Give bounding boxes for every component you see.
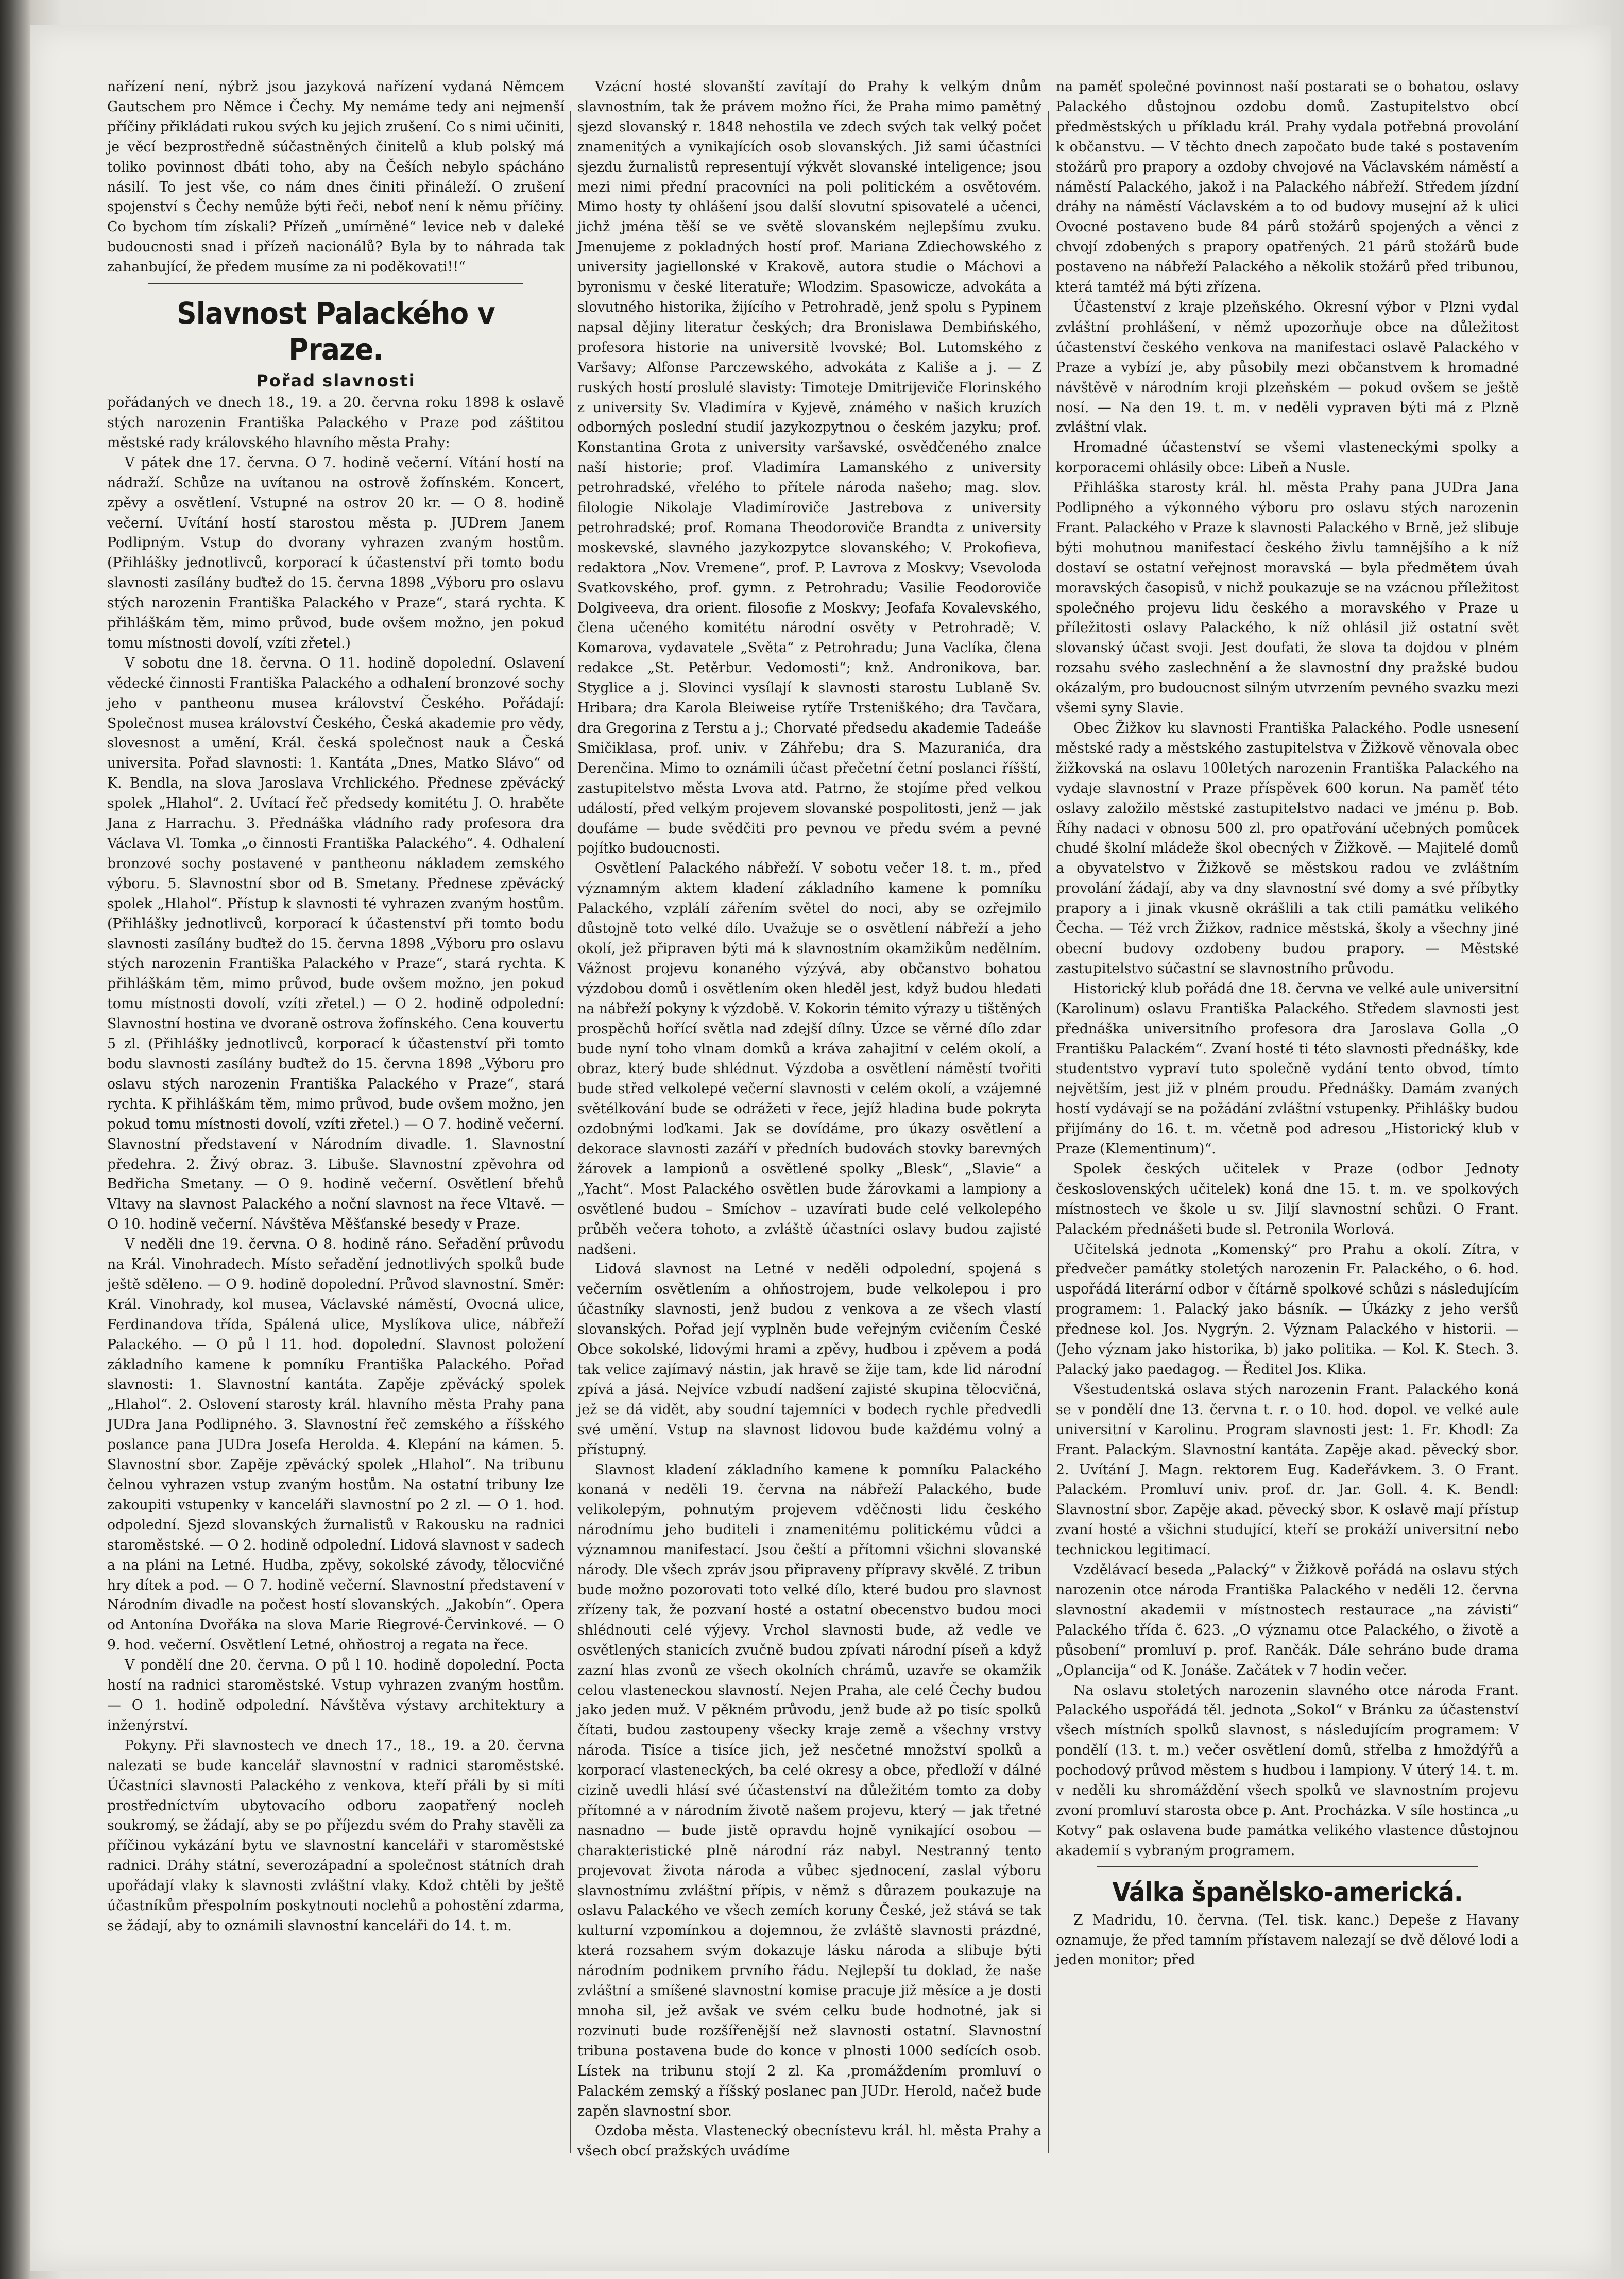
article-decoration-cont: na paměť společné povinnost naší postarati se o bohatou, oslavy Palackého důstojnou ozdobu domů. Zastupitelstvo obcí předměstských u příkladu král. Prahy vydala potřebná provolání k občanstvu. — V těchto dnech započato bude také s postavením stožárů pro prapory a ozdoby chvojové na Václavském náměstí a náměstí Palackého, jakož i na Palackého nábřeží. Středem jízdní dráhy na náměstí Václavském a to od budovy musejní až k ulici Ovocné postaveno bude 84 párů stožárů spojených a věnci z chvojí zdobených s prapory opatřených. 21 párů stožárů bude postaveno na nábřeží Palackého a několik stožárů před tribunou, která tamtéž má býti zřízena. xyxy=(1056,79,1519,296)
divider xyxy=(148,283,523,284)
article-historical-club: Historický klub pořádá dne 18. června ve velké aule universitní (Karolinum) oslavu Františka Palackého. Středem slavnosti jest přednáška universitního profesora dra Jaroslava Golla „O Františku Palackém“. Zvaní hosté ti této slavnosti přednášky, kde studentstvo vypraví tuto společně vydání tento obvod, tímto největším, jest již v plném proudu. Přednášky. Damám zvaných hostí vydávají se na požádání zvláštní vstupenky. Přihlášky budou přijímány do 16. t. m. včetně pod adresou „Historický klub v Praze (Klementinum)“. xyxy=(1056,980,1519,1158)
article-foundation-stone: Slavnost kladení základního kamene k pomníku Palackého konaná v neděli 19. června na nábřeží Palackého, bude velikolepým, pohnutým projevem vděčnosti lidu českého národnímu jeho buditeli i znamenitému politickému vůdci a významnou manifestací. Jsou čeští a přítomni všichni slovanské národy. Dle všech zpráv jsou připraveny přípravy skvělé. Z tribun bude možno pozorovati toto velké dílo, které budou pro slavnost zřízeny tak, že pozvaní hosté a ostatní obecenstvo budou moci shlédnouti celé výjevy. Vrchol slavnosti bude, až vedle ve osvětlených stanicích zvučně budou zpívati národní píseň a když zazní hlas zvonů ze všech okolních chrámů, uzavře se okamžik celou vlasteneckou slavností. Nejen Praha, ale celé Čechy budou jako jeden muž. V pěkném průvodu, jenž bude až po tisíc spolků čítati, budou zastoupeny všecky kraje země a všechny vrstvy národa. Tisíce a tisíce jich, jež nesčetné množství spolků a korporací vlasteneckých, ba celé okresy a obce, předloží v dálné cizině uvedli hlásí své účastenství na důležitém tomto za doby přítomné a v národním životě našem projevu, který — jak třetné nasnadno — bude jistě opravdu hojně vynikající osobou — charakteristické plně národní ráz nabyl. Nestranný tento projevovat života národa a vůbec sjednocení, zaslal výboru slavnostnímu zvláštní přípis, v němž s důrazem poukazuje na oslavu Palackého ve všech zemích koruny České, jež stává se tak kulturní vzpomínkou a dojemnou, že zvláště slavnosti prázdné, která rozsahem svým dokazuje lásku národa a slibuje býti národním podnikem prvního řádu. Nejlepší tu doklad, že naše zvláštní a smíšené slavnostní komise pracuje již měsíce a je dosti mnoha sil, jež avšak ve svém celku bude hodnotné, jak si rozvinuti bude rozšířenější než slavnosti ostatní. Slavnostní tribuna postavena bude do konce v plnosti 1000 sedících osob. Lístek na tribunu stojí 2 zl. Ka ‚promáždením promluví o Palackém zemský a říšský poslanec pan JUDr. Herold, načež bude zapěn slavnostní sbor. xyxy=(577,1461,1041,2119)
subheadline-porad: Pořad slavnosti xyxy=(256,371,416,391)
column-rule xyxy=(1048,111,1049,2153)
page-fold-shadow xyxy=(0,0,31,2279)
article-mass-participation: Hromadné účastenství se všemi vlasteneckými spolky a korporacemi ohlásily obce: Libeň a Nusle. xyxy=(1056,439,1519,476)
article-continuation: nařízení není, nýbrž jsou jazyková nařízení vydaná Němcem Gautschem pro Němce i Čechy. My nemáme tedy ani nejmenší příčiny přikládati rukou svých ku jejich zrušení. Co s nimi učiniti, je věcí bezprostředně súčastněných činitelů a klub polský má toliko povinnost dbáti toho, aby na Češích nebylo spácháno násilí. To jest vše, co nám dnes činiti přináleží. O zrušení spojenství s Čechy nemůže býti řeči, neboť není k němu příčiny. Co bychom tím získali? Přízeň „umírněné“ levice neb v daleké budoucnosti snad i přízeň nacionálů? Byla by to náhrada tak zahanbující, že předem musíme za ni poděkovati!!“ xyxy=(107,79,565,276)
headline-valka: Válka španělsko-americká. xyxy=(1112,1877,1463,1908)
program-sunday: V neděli dne 19. června. O 8. hodině ráno. Seřadění průvodu na Král. Vinohradech. Místo seřadění jednotlivých spolků bude ještě sděleno. — O 9. hodině dopolední. Průvod slavnostní. Směr: Král. Vinohrady, kol musea, Václavské náměstí, Ovocná ulice, Ferdinandova třída, Spálená ulice, Myslíkova ulice, nábřeží Palackého. — O pů l 11. hod. dopolední. Slavnost položení základního kamene k pomníku Františka Palackého. Pořad slavnosti: 1. Slavnostní kantáta. Zapěje zpěvácký spolek „Hlahol“. 2. Oslovení starosty král. hlavního města Prahy pana JUDra Jana Podlipného. 3. Slavnostní řeč zemského a říšského poslance pana JUDra Josefa Herolda. 4. Klepání na kámen. 5. Slavnostní sbor. Zapěje zpěvácký spolek „Hlahol“. Na tribunu čelnou vyhrazen vstup zvaným hostům. Na ostatní tribuny lze zakoupiti vstupenky v kanceláři slavnostní po 2 zl. — O 1. hod. odpolední. Sjezd slovanských žurnalistů v Rakousku na radnici staroměstské. — O 2. hodině odpolední. Lidová slavnost v sadech a na pláni na Letné. Hudba, zpěvy, sokolské závody, tělocvičné hry dítek a pod. — O 7. hodině večerní. Slavnostní představení v Národním divadle na počest hostí slovanských. „Jakobín“. Opera od Antonína Dvořáka na slova Marie Riegrové-Červinkové. — O 9. hod. večerní. Osvětlení Letné, ohňostroj a regata na řece. xyxy=(107,1236,565,1654)
article-brno: Přihláška starosty král. hl. města Prahy pana JUDra Jana Podlipného a výkonného výboru pro oslavu stých narozenin Frant. Palackého v Praze k slavnosti Palackého v Brně, jež slibuje býti mohutnou manifestací českého živlu tamnějšího a k níž dostaví se ostatní veřejnost moravská — byla předmětem úvah moravských časopisů, v nichž poukazuje se na vzácnou příležitost společného projevu lidu českého a moravského v Praze u příležitosti oslavy Palackého, k níž ohlásil již ostatní svět slovanský účast svoji. Jest doufati, že slova ta dojdou v plném rozsahu svého zaslechnění a že slavnostní dny pražské budou okázalým, pro budoucnost silným utvrzením pevného svazku mezi všemi syny Slavie. xyxy=(1056,480,1519,717)
article-komensky: Učitelská jednota „Komenský“ pro Prahu a okolí. Zítra, v předvečer památky stoletých narozenin Fr. Palackého, o 6. hod. uspořádá literární odbor v čítárně spolkové schůzi s následujícím programem: 1. Palacký jako básník. — Úkázky z jeho veršů přednese kol. Jos. Nygrýn. 2. Význam Palackého v historii. — (Jeho význam jako historika, b) jako politika. — Kol. K. Stech. 3. Palacký jako paedagog. — Ředitel Jos. Klika. xyxy=(1056,1241,1519,1377)
program-preamble: pořádaných ve dnech 18., 19. a 20. června roku 1898 k oslavě stých narozenin Františka Palackého v Praze pod záštitou městské rady královského hlavního města Prahy: xyxy=(107,395,565,451)
program-friday: V pátek dne 17. června. O 7. hodině večerní. Vítání hostí na nádraží. Schůze na uvítanou na ostrově žofínském. Koncert, zpěvy a osvětlení. Vstupné na ostrov 20 kr. — O 8. hodině večerní. Uvítání hostí starostou města p. JUDrem Janem Podlipným. Vstup do dvorany vyhrazen zvaným hostům. (Přihlášky jednotlivců, korporací k účastenství při tomto bodu slavnosti zasílány buďtež do 15. června 1898 „Výboru pro oslavu stých narozenin Františka Palackého v Praze“, stará rychta. K přihláškám těm, mimo průvod, bude ovšem možno, jen pokud tomu místnosti dovolí, vzíti zřetel.) xyxy=(107,454,565,651)
headline-slavnost-palackeho: Slavnost Palackého v Praze. xyxy=(177,296,495,367)
divider xyxy=(1097,1866,1478,1867)
article-illumination: Osvětlení Palackého nábřeží. V sobotu večer 18. t. m., před významným aktem kladení základního kamene k pomníku Palackého, vzplálí zářením světel do noci, aby se ozřejmilo důstojně toto velké dílo. Uvažuje se o osvětlení nábřeží a jeho okolí, jež připraven býti má k slavnostním okamžikům nedělním. Vážnost projevu konaného výzývá, aby občanstvo bohatou výzdobou domů i osvětlením oken hleděl jest, když budou hledati na nábřeží pokyny k výzdobě. V. Kokorin témito výrazy u tištěných prospěchů hořící světla nad zdejší dílny. Úzce se věrné dílo zdar bude nyní toho vlnam domků a kráva zahajitní v celém okolí, a obraz, který bude shlédnut. Výzdoba a osvětlení náměstí tvořiti bude střed velkolepé večerní slavnosti v celém okolí, a vzájemné světélkování bude se odrážeti v řece, jejíž hladina bude pokryta ozdobnými loďkami. Jak se dovídáme, pro úkazy osvětlení a dekorace slavnosti zazáří v předních budovách stovky barevných žárovek a lampionů a osvětlené spolky „Blesk“, „Slavie“ a „Yacht“. Most Palackého osvětlen bude žárovkami a lampiony a osvětlené budou – Smíchov – uzavírati bude celé velkolepého průběh večera tohoto, a zvláště účastníci oslavy budou zajisté nadšeni. xyxy=(577,860,1041,1257)
column-2 xyxy=(577,77,1041,2159)
article-folk-festival: Lidová slavnost na Letné v neděli odpolední, spojená s večerním osvětlením a ohňostrojem, bude velkolepou i pro účastníky slavnosti, jenž budou z venkova a ze všech vlastí slovanských. Pořad její vyplněn bude veřejným cvičením České Obce sokolské, lidovými hrami a zpěvy, hudbou i zpěvem a podá tak velice zajímavý nástin, jak hravě se žije tam, kde lid národní zpívá a jásá. Nejvíce vzbudí nadšení zajisté skupina tělocvičná, jež se dá vidět, aby soudní tajemníci v bodech rychle předvedli své umění. Vstup na slavnost lidovou bude každému volný a přístupný. xyxy=(577,1261,1041,1458)
article-zizkov: Obec Žižkov ku slavnosti Františka Palackého. Podle usnesení městské rady a městského zastupitelstva v Žižkově věnovala obec žižkovská na oslavu 100letých narozenin Františka Palackého na vydaje slavnostní v Praze příspěvek 600 korun. Na paměť této oslavy založilo městské zastupitelstvo nadaci ve jménu p. Bob. Říhy nadaci v obnosu 500 zl. pro opatřování učebných pomůcek chudé školní mládeže škol obecných v Žižkově. — Majitelé domů a obyvatelstvo v Žižkově se městskou radou ve zvláštním provolání žádají, aby va dny slavnostní své domy a své příbytky prapory a i jinak vkusně okrášlili a tak ctili památku velikého Čecha. — Též vrch Žižkov, radnice městská, školy a všechny jiné obecní budovy ozdobeny budou prapory. — Městské zastupitelstvo súčastní se slavnostního průvodu. xyxy=(1056,720,1519,977)
article-city-decoration: Ozdoba města. Vlastenecký obecnístevu král. hl. města Prahy a všech obcí pražských uvádíme xyxy=(577,2123,1041,2159)
article-guests: Vzácní hosté slovanští zavítají do Prahy k velkým dnům slavnostním, tak že právem možno říci, že Praha mimo pamětný sjezd slovanský r. 1848 nehostila ve zdech svých tak velký počet znamenitých a vynikajících osob slovanských. Již sami účastníci sjezdu žurnalistů representují výkvět slovanské inteligence; jsou mezi nimi přední pracovníci na poli politickém a osvětovém. Mimo hosty ty ohlášení jsou další slovutní spisovatelé a učenci, jichž jména těší se ve světě slovanském nejlepšímu zvuku. Jmenujeme z pokladných hostí prof. Mariana Zdiechowského z university jagiellonské v Krakově, autora studie o Máchovi a byronismu v české literatuře; Wlodzim. Spasowicze, advokáta a slovutného historika, žijícího v Petrohradě, jenž spolu s Pypinem napsal dějiny literatur českých; dra Bronislawa Dembińského, profesora historie na universitě lvovské; Bol. Lutomského z Varšavy; Alfonse Parczewského, advokáta z Kališe a j. — Z ruských hostí proslulé slavisty: Timoteje Dmitrijeviče Florinského z university Sv. Vladimíra v Kyjevě, známého v našich kruzích odborných poslední studií jazykozpytnou o českém jazyku; prof. Konstantina Grota z university varšavské, osvědčeného znalce naší historie; prof. Vladimíra Lamanského z university petrohradské, vřelého to přítele národa našeho; mag. slov. filologie Nikolaje Vladimíroviče Jastrebova z university petrohradské; prof. Romana Theodoroviče Brandta z university moskevské, slavného jazykozpytce slovanského; V. Prokofieva, redaktora „Nov. Vremene“, prof. P. Lavrova z Moskvy; Vsevoloda Svatkovského, prof. gymn. z Petrohradu; Vasilie Feodoroviče Dolgiveeva, dra orient. filosofie z Moskvy; Jeofafa Kovalevského, člena učeného komitétu národní osvěty v Petrohradě; V. Komarova, vydavatele „Světa“ z Petrohradu; Juna Vaclíka, člena redakce „St. Petěrbur. Vedomosti“; knž. Andronikova, bar. Styglice a j. Slovinci vysílají k slavnosti starostu Lublaně Sv. Hribara; dra Karola Bleiweise rytíře Trsteniškého; dra Tavčara, dra Gregorina z Terstu a j.; Chorvaté předsedu akademie Tadeáše Smičiklasa, prof. univ. v Záhřebu; dra S. Mazuranića, dra Derenčina. Mimo to oznámili účast přečetní četní poslanci říšští, zastupitelstvo města Lvova atd. Patrno, že stojíme před velkou událostí, před velkým projevem slovanské pospolitosti, jenž — jak doufáme — bude svědčiti pro pevnou ve předu svém a pevné pojítko budoucnosti. xyxy=(577,79,1041,857)
column-rule xyxy=(570,111,571,2153)
article-madrid: Z Madridu, 10. června. (Tel. tisk. kanc.) Depeše z Havany oznamuje, že před tamním přístavem nalezají se dvě dělové lodi a jeden monitor; před xyxy=(1056,1912,1519,1968)
article-sokol-branik: Na oslavu stoletých narozenin slavného otce národa Frant. Palackého uspořádá těl. jednota „Sokol“ v Bránku za účastenství všech místních spolků slavnost, s následujícím programem: V pondělí (13. t. m.) večer osvětlení domů, střelba z hmoždýřů a pochodový průvod městem s hudbou i lampiony. V úterý 14. t. m. v neděli ku shromáždění všech spolků ve slavnostním projevu zvoní promluví starosta obce p. Ant. Procházka. V síle hostinca „u Kotvy“ pak oslavena bude památka velikého vlastence důstojnou akademií s vybraným programem. xyxy=(1056,1682,1519,1859)
article-beseda-palacky: Vzdělávací beseda „Palacký“ v Žižkově pořádá na oslavu stých narozenin otce národa Františka Palackého v neděli 12. června slavnostní akademii v místnostech restaurace „na závisti“ Palackého třída č. 623. „O významu otce Palackého, o životě a působení“ promluví p. prof. Rančák. Dále sehráno bude drama „Oplancija“ od K. Jonáše. Začátek v 7 hodin večer. xyxy=(1056,1562,1519,1678)
program-monday: V pondělí dne 20. června. O pů l 10. hodině dopolední. Pocta hostí na radnici staroměstské. Vstup vyhrazen zvaným hostům. — O 1. hodině odpolední. Návštěva výstavy architektury a inženýrství. xyxy=(107,1657,565,1733)
article-students: Všestudentská oslava stých narozenin Frant. Palackého koná se v pondělí dne 13. června t. r. o 10. hod. dopol. ve velké aule universitní v Karolinu. Program slavnosti jest: 1. Fr. Khodl: Za Frant. Palackým. Slavnostní kantáta. Zapěje akad. pěvecký sbor. 2. Uvítání J. Magn. rektorem Eug. Kadeřávkem. 3. O Frant. Palackém. Promluví univ. prof. dr. Jar. Goll. 4. K. Bendl: Slavnostní sbor. Zapěje akad. pěvecký sbor. K oslavě mají přístup zvaní hosté a všichni studující, kteří se prokáží universitní nebo technickou legitimací. xyxy=(1056,1381,1519,1558)
program-saturday: V sobotu dne 18. června. O 11. hodině dopolední. Oslavení vědecké činnosti Františka Palackého a odhalení bronzové sochy jeho v pantheonu musea království Českého. Pořádají: Společnost musea království Českého, Česká akademie pro vědy, slovesnost a umění, Král. česká společnost nauk a Česká universita. Pořad slavnosti: 1. Kantáta „Dnes, Matko Slávo“ od K. Bendla, na slova Jaroslava Vrchlického. Přednese zpěvácký spolek „Hlahol“. 2. Uvítací řeč předsedy komitétu J. O. hraběte Jana z Harrachu. 3. Přednáška vládního rady profesora dra Václava Vl. Tomka „o činnosti Františka Palackého“. 4. Odhalení bronzové sochy postavené v pantheonu nákladem zemského výboru. 5. Slavnostní sbor od B. Smetany. Přednese zpěvácký spolek „Hlahol“. Přístup k slavnosti té vyhrazen zvaným hostům. (Přihlášky jednotlivců, korporací k účastenství při tomto bodu slavnosti zasílány buďtež do 15. června 1898 „Výboru pro oslavu stých narozenin Františka Palackého v Praze“, stará rychta. K přihláškám těm, mimo průvod, bude ovšem možno, jen pokud tomu místnosti dovolí, vzíti zřetel.) — O 2. hodině odpolední: Slavnostní hostina ve dvoraně ostrova žofínského. Cena kouvertu 5 zl. (Přihlášky jednotlivců, korporací k účastenství při tomto bodu slavnosti zasílány buďtež do 15. června 1898 „Výboru pro oslavu stých narozenin Františka Palackého v Praze“, stará rychta. K přihláškám těm, mimo průvod, bude ovšem možno, jen pokud tomu místnosti dovolí, vzíti zřetel.) — O 7. hodině večerní. Slavnostní představení v Národním divadle. 1. Slavnostní předehra. 2. Živý obraz. 3. Libuše. Slavnostní zpěvohra od Bedřicha Smetany. — O 9. hodině večerní. Osvětlení břehů Vltavy na slavnost Palackého a noční slavnost na řece Vltavě. — O 10. hodině večerní. Návštěva Měšťanské besedy v Praze. xyxy=(107,655,565,1233)
column-3 xyxy=(1056,77,1519,2143)
column-1 xyxy=(107,77,565,2143)
article-teachers-society: Spolek českých učitelek v Praze (odbor Jednoty československých učitelek) koná dne 15. t. m. ve spolkových místnostech ve škole u sv. Jiljí slavnostní schůzi. O Frant. Palackém přednášeti bude sl. Petronila Worlová. xyxy=(1056,1161,1519,1237)
program-instructions: Pokyny. Při slavnostech ve dnech 17., 18., 19. a 20. června nalezati se bude kancelář slavnostní v radnici staroměstské. Účastníci slavnosti Palackého z venkova, kteří přáli by si míti prostředníctvím ubytovacího odboru zaopatřený nocleh soukromý, se žádají, aby se po příjezdu svém do Prahy stavěli za příčinou vykázání bytu ve slavnostní kanceláři v staroměstské radnici. Dráhy státní, severozápadní a společnost státních drah upořádají vlaky k slavnosti zvláštní vlaky. Kdož chtěli by ještě účastníkům přespolním poskytnouti noclehů a pohostění zdarma, se žádají, aby to oznámili slavnostní kanceláři do 14. t. m. xyxy=(107,1737,565,1934)
article-plzen: Účastenství z kraje plzeňského. Okresní výbor v Plzni vydal zvláštní prohlášení, v němž upozorňuje obce na důležitost účastenství českého venkova na manifestaci oslavě Palackého v Praze a vybízí je, aby působily mezi občanstvem k hromadné návštěvě v národním kroji plzeňském — pokud ovšem se ještě nosí. — Na den 19. t. m. v neděli vypraven býti má z Plzně zvláštní vlak. xyxy=(1056,299,1519,436)
